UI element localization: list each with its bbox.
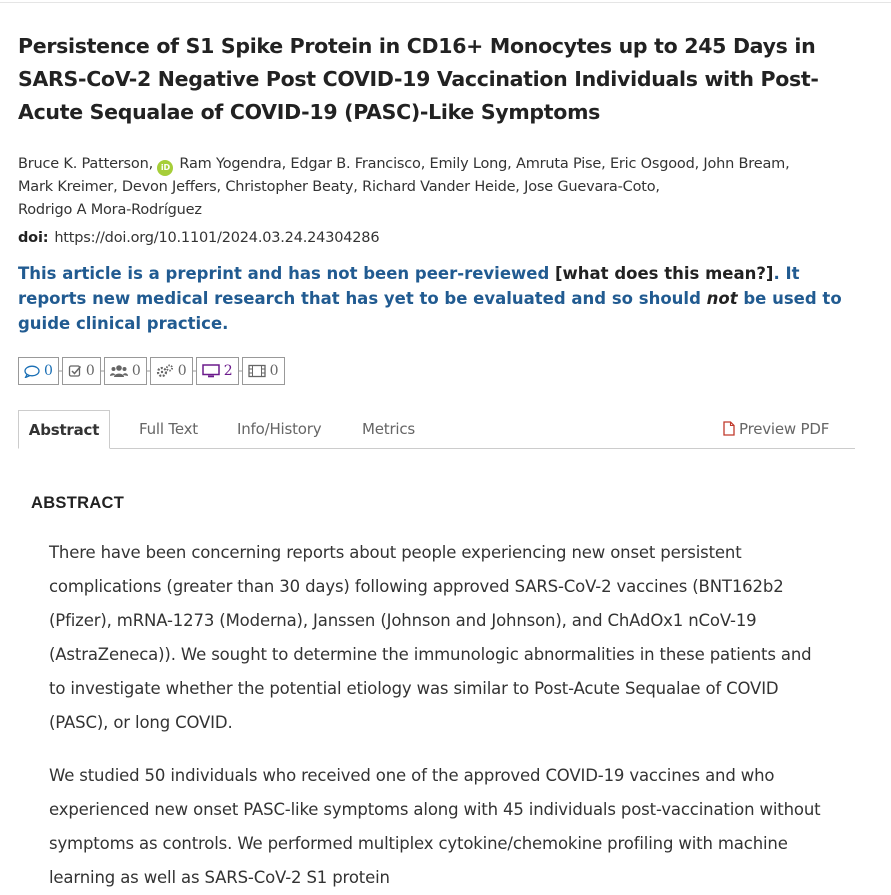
author-link[interactable]: Christopher Beaty, [225,179,363,195]
article-title: Persistence of S1 Spike Protein in CD16+ Monocytes up to 245 Days in SARS-CoV-2 Negative Post COVID-19 Vaccination Individuals with Post-Acute Sequalae of COVID-19 (PASC)-Like Symptoms [18,34,819,124]
checkbox-icon [68,364,82,378]
emphasis-not: not [706,289,738,308]
doi-line [18,230,379,246]
abstract-paragraph: There have been concerning reports about people experiencing new onset persistent complications (greater than 30 days) following approved SARS-CoV-2 vaccines (BNT162b2 (Pfizer), mRNA-1273 (Moderna), Janssen (Johnson and Johnson), and ChAdOx1 nCoV-19 (AstraZeneca)). We sought to determine the immunologic abnormalities in these patients and to investigate whether the potential etiology was similar to Post-Acute Sequalae of COVID (PASC), or long COVID. [49,543,812,732]
author-link[interactable]: Jose Guevara-Coto, [524,179,660,195]
article-tabs [18,410,855,449]
pdf-file-icon [723,421,735,436]
tab-abstract[interactable]: Abstract [18,410,110,449]
author-link[interactable]: Amruta Pise, [516,156,610,172]
abstract-paragraph: We studied 50 individuals who received one of the approved COVID-19 vaccines and who experienced new onset PASC-like symptoms along with 45 individuals post-vaccination without symptoms as controls. We performed multiplex cytokine/chemokine profiling with machine learning as well as SARS-CoV-2 S1 protein [49,766,821,887]
doi-link[interactable]: https://doi.org/10.1101/2024.03.24.24304286 [54,230,380,246]
tab-info-history[interactable]: Info/History [237,420,322,438]
doi-label: doi: [18,230,49,246]
comments-counter[interactable]: 0 [18,357,59,385]
videos-counter[interactable]: 0 [242,357,285,385]
comment-icon [24,365,40,378]
author-link[interactable]: Ram Yogendra, [179,156,291,172]
peer-reviews-counter[interactable]: 0 [62,357,101,385]
preview-pdf-link[interactable]: Preview PDF [723,410,829,448]
what-does-this-mean-link[interactable]: [what does this mean?] [555,264,774,283]
orcid-icon[interactable]: iD [157,160,173,176]
preprint-notice: This article is a preprint and has not been peer-reviewed [what does this mean?]. It reports new medical research that has yet to be evaluated and so should not be used to guide clinical practice. [18,264,842,333]
metrics-counters [18,357,285,385]
author-link[interactable]: Edgar B. Francisco, [290,156,430,172]
monitor-icon [202,364,220,378]
author-link[interactable]: Emily Long, [429,156,516,172]
gears-icon [156,364,174,378]
abstract-heading: ABSTRACT [31,494,125,512]
author-link[interactable]: Bruce K. Patterson, [18,156,158,172]
automated-services-counter[interactable]: 0 [150,357,193,385]
blogs-media-counter[interactable]: 2 [196,357,239,385]
author-link[interactable]: Devon Jeffers, [121,179,226,195]
author-link[interactable]: Eric Osgood, [609,156,704,172]
author-link[interactable]: John Bream, [703,156,790,172]
film-icon [248,364,266,378]
tab-metrics[interactable]: Metrics [362,420,416,438]
users-icon [110,364,128,378]
tab-full-text[interactable]: Full Text [139,420,198,438]
author-link[interactable]: Richard Vander Heide, [362,179,525,195]
author-link[interactable]: Mark Kreimer, [18,179,122,195]
top-divider [0,2,891,3]
author-list [18,153,878,222]
community-reviews-counter[interactable]: 0 [104,357,147,385]
author-link[interactable]: Rodrigo A Mora-Rodríguez [18,202,202,218]
